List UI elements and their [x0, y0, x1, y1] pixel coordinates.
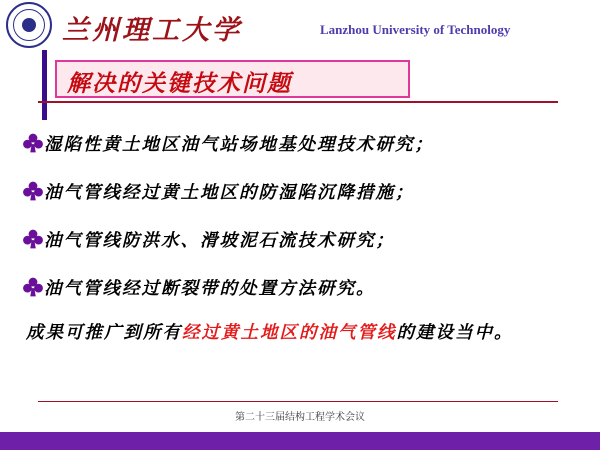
- conclusion-prefix: 成果可推广到所有: [26, 323, 182, 343]
- bullet-item: [22, 126, 434, 160]
- divider-bottom: [38, 401, 558, 402]
- conclusion-highlight: 经过黄土地区的油气管线: [182, 323, 397, 343]
- footer-band: [0, 432, 600, 450]
- club-icon: [22, 228, 44, 250]
- title-box: [55, 60, 410, 98]
- bullet-text: 油气管线经过断裂带的处置方法研究。: [44, 278, 376, 299]
- university-name-en: Lanzhou University of Technology: [320, 22, 511, 37]
- conclusion-text: [26, 318, 576, 348]
- club-icon: [22, 276, 44, 298]
- divider-top: [38, 101, 558, 103]
- club-icon: [22, 132, 44, 154]
- bullet-text: 湿陷性黄土地区油气站场地基处理技术研究；: [44, 134, 434, 155]
- bullet-item: [22, 222, 395, 256]
- club-icon: [22, 180, 44, 202]
- footer-text: 第二十三届结构工程学术会议: [235, 412, 365, 423]
- bullet-item: [22, 174, 415, 208]
- slide-title: 解决的关键技术问题: [67, 70, 292, 97]
- bullet-text: 油气管线经过黄土地区的防湿陷沉降措施；: [44, 182, 415, 203]
- bullet-text: 油气管线防洪水、滑坡泥石流技术研究；: [44, 230, 395, 251]
- bullet-item: [22, 270, 376, 304]
- conclusion-suffix: 的建设当中。: [396, 323, 514, 343]
- accent-bar: [42, 50, 47, 120]
- university-logo: [6, 2, 52, 48]
- university-name-cn: 兰州理工大学: [62, 15, 242, 46]
